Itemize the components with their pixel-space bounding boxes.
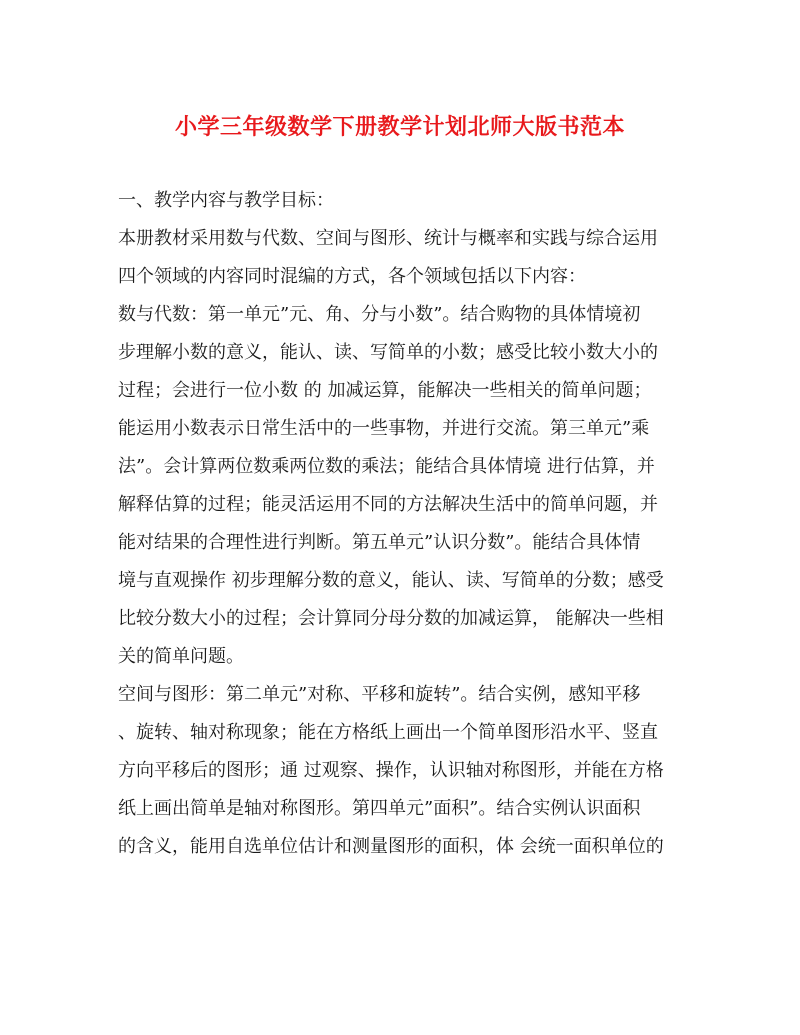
text-line: 的含义，能用自选单位估计和测量图形的面积，体 会统一面积单位的 bbox=[118, 836, 664, 857]
document-title: 小学三年级数学下册教学计划北师大版书范本 bbox=[174, 114, 625, 140]
text-line: 关的简单问题。 bbox=[118, 646, 244, 667]
text-line: 本册教材采用数与代数、空间与图形、统计与概率和实践与综合运用 bbox=[118, 228, 658, 249]
text-line: 纸上画出简单是轴对称图形。第四单元”面积”。结合实例认识面积 bbox=[118, 798, 641, 819]
text-line: 四个领域的内容同时混编的方式，各个领域包括以下内容： bbox=[118, 266, 586, 287]
text-line: 方向平移后的图形；通 过观察、操作，认识轴对称图形，并能在方格 bbox=[118, 760, 664, 781]
text-line: 解释估算的过程；能灵活运用不同的方法解决生活中的简单问题，并 bbox=[118, 494, 658, 515]
text-line: 法”。会计算两位数乘两位数的乘法；能结合具体情境 进行估算，并 bbox=[118, 456, 655, 477]
text-line: 、旋转、轴对称现象；能在方格纸上画出一个简单图形沿水平、竖直 bbox=[118, 722, 658, 743]
text-line: 过程；会进行一位小数 的 加减运算，能解决一些相关的简单问题； bbox=[118, 380, 652, 401]
text-line: 能运用小数表示日常生活中的一些事物，并进行交流。第三单元”乘 bbox=[118, 418, 650, 439]
document-body bbox=[118, 182, 690, 866]
text-line: 步理解小数的意义，能认、读、写简单的小数；感受比较小数大小的 bbox=[118, 342, 658, 363]
text-line: 境与直观操作 初步理解分数的意义，能认、读、写简单的分数；感受 bbox=[118, 570, 664, 591]
text-line: 一、教学内容与教学目标： bbox=[118, 190, 334, 211]
text-line: 数与代数：第一单元”元、角、分与小数”。结合购物的具体情境初 bbox=[118, 304, 641, 325]
text-line: 比较分数大小的过程；会计算同分母分数的加减运算， 能解决一些相 bbox=[118, 608, 664, 629]
text-line: 能对结果的合理性进行判断。第五单元”认识分数”。能结合具体情 bbox=[118, 532, 641, 553]
text-line: 空间与图形：第二单元”对称、平移和旋转”。结合实例，感知平移 bbox=[118, 684, 641, 705]
